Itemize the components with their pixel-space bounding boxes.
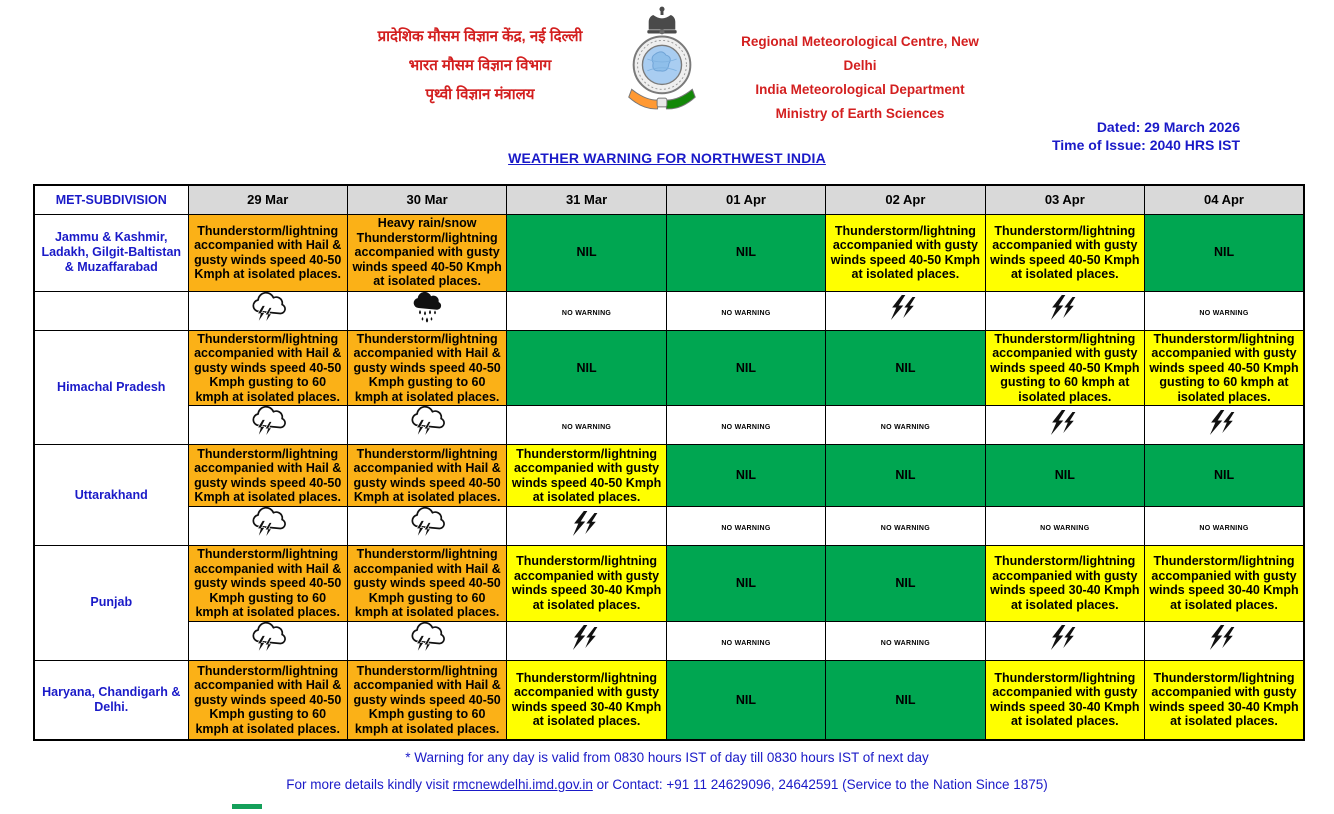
warning-icon-cell [507,406,666,445]
warning-cell: Thunderstorm/lightning accompanied with gusty winds speed 30-40 Kmph at isolated places. [1145,546,1304,622]
warning-cell: NIL [985,445,1144,507]
lightning-bolts-icon [568,510,606,538]
ashoka-emblem-icon [647,7,676,35]
warning-icon-cell [826,507,985,546]
no-warning-label: NO WARNING [561,424,612,431]
warning-cell: Thunderstorm/lightning accompanied with gusty winds speed 30-40 Kmph at isolated places. [985,660,1144,740]
date-header: 31 Mar [507,185,666,214]
validity-note: * Warning for any day is valid from 0830 hours IST of day till 0830 hours IST of next day [405,750,929,765]
warning-cell: Thunderstorm/lightning accompanied with gusty winds speed 40-50 Kmph at isolated places. [826,214,985,291]
warning-icon-cell [826,291,985,330]
warning-cell: Thunderstorm/lightning accompanied with Hail & gusty winds speed 40-50 Kmph at isolated places. [188,214,347,291]
thunderstorm-cloud-icon [407,507,447,540]
org-hindi-line1: प्रादेशिक मौसम विज्ञान केंद्र, नई दिल्ली [377,28,583,45]
warning-icon-cell [347,621,506,660]
warning-row-himachal-pradesh [34,330,1304,406]
warning-icon-cell [1145,507,1304,546]
icon-row-jammu-kashmir [34,291,1304,330]
region-blank-cell [34,291,188,330]
no-warning-label: NO WARNING [1199,309,1249,317]
warning-cell: NIL [826,660,985,740]
details-prefix: For more details kindly visit [286,777,453,792]
warning-icon-cell [985,621,1144,660]
warning-cell: Heavy rain/snow Thunderstorm/lightning accompanied with gusty winds speed 40-50 Kmph at isolated places. [347,214,506,291]
thunderstorm-cloud-icon [248,292,288,325]
lightning-bolts-icon [1046,624,1084,652]
imd-logo [618,4,706,114]
details-suffix: or Contact: +91 11 24629096, 24642591 (Service to the Nation Since 1875) [592,777,1048,792]
contact-details [0,777,1334,792]
warning-icon-cell [188,291,347,330]
date-header: 04 Apr [1145,185,1304,214]
warning-cell: Thunderstorm/lightning accompanied with gusty winds speed 30-40 Kmph at isolated places. [1145,660,1304,740]
warning-row-uttarakhand [34,445,1304,507]
time-of-issue-label: Time of Issue: 2040 HRS IST [1051,137,1240,153]
warning-icon-cell [188,406,347,445]
warning-cell: Thunderstorm/lightning accompanied with Hail & gusty winds speed 40-50 Kmph gusting to 60 kmph at isolated places. [188,546,347,622]
heavy-rain-cloud-icon [410,292,444,325]
warning-cell: NIL [826,330,985,406]
warning-icon-cell [985,406,1144,445]
warning-icon-cell [507,291,666,330]
warning-cell: NIL [666,546,825,622]
warning-cell: Thunderstorm/lightning accompanied with gusty winds speed 30-40 Kmph at isolated places. [507,546,666,622]
org-english-line2: India Meteorological Department [755,82,965,97]
green-mark [232,804,262,809]
warning-icon-cell [347,507,506,546]
warning-cell: Thunderstorm/lightning accompanied with gusty winds speed 40-50 Kmph at isolated places. [985,214,1144,291]
warning-cell: Thunderstorm/lightning accompanied with Hail & gusty winds speed 40-50 Kmph gusting to 60 kmph at isolated places. [188,330,347,406]
warning-cell: NIL [1145,214,1304,291]
warning-icon-cell [666,621,825,660]
lightning-bolts-icon [568,624,606,652]
warning-icon-cell [507,621,666,660]
warning-row-punjab [34,546,1304,622]
region-name: Uttarakhand [34,445,188,546]
warning-cell: Thunderstorm/lightning accompanied with gusty winds speed 40-50 Kmph gusting to 60 kmph at isolated places. [985,330,1144,406]
warning-icon-cell [826,406,985,445]
page-title: WEATHER WARNING FOR NORTHWEST INDIA [508,150,826,166]
warning-cell: NIL [1145,445,1304,507]
lightning-bolts-icon [1205,409,1243,437]
table-header-row [34,185,1304,214]
warning-icon-cell [1145,291,1304,330]
warning-cell: NIL [666,660,825,740]
no-warning-label: NO WARNING [1040,525,1090,532]
no-warning-label: NO WARNING [721,424,771,431]
region-name: Himachal Pradesh [34,330,188,445]
org-hindi-line2: भारत मौसम विज्ञान विभाग [408,57,552,74]
warning-cell: Thunderstorm/lightning accompanied with Hail & gusty winds speed 40-50 Kmph gusting to 60 kmph at isolated places. [347,546,506,622]
warning-cell: Thunderstorm/lightning accompanied with gusty winds speed 30-40 Kmph at isolated places. [985,546,1144,622]
org-hindi-line3: पृथ्वी विज्ञान मंत्रालय [425,86,535,103]
warning-cell: Thunderstorm/lightning accompanied with Hail & gusty winds speed 40-50 Kmph at isolated places. [347,445,506,507]
warning-icon-cell [1145,406,1304,445]
warning-table [33,184,1305,741]
thunderstorm-cloud-icon [248,507,288,540]
warning-row-haryana-chandigarh-delhi [34,660,1304,740]
no-warning-label: NO WARNING [721,309,771,317]
issue-info [1052,118,1240,154]
warning-cell: NIL [666,330,825,406]
region-name: Jammu & Kashmir, Ladakh, Gilgit-Baltistan & Muzaffarabad [34,214,188,291]
warning-cell: NIL [826,445,985,507]
warning-cell: NIL [826,546,985,622]
warning-icon-cell [985,291,1144,330]
no-warning-label: NO WARNING [1199,525,1249,532]
warning-cell: Thunderstorm/lightning accompanied with Hail & gusty winds speed 40-50 Kmph at isolated places. [188,445,347,507]
region-name: Haryana, Chandigarh & Delhi. [34,660,188,740]
warning-icon-cell [507,507,666,546]
org-name-hindi [340,22,620,109]
warning-icon-cell [347,291,506,330]
warning-cell: Thunderstorm/lightning accompanied with gusty winds speed 40-50 Kmph at isolated places. [507,445,666,507]
lightning-bolts-icon [1205,624,1243,652]
warning-icon-cell [985,507,1144,546]
warning-icon-cell [666,291,825,330]
thunderstorm-cloud-icon [407,406,447,439]
warning-row-jammu-kashmir [34,214,1304,291]
warning-cell: NIL [666,214,825,291]
warning-icon-cell [188,621,347,660]
met-subdivision-header: MET-SUBDIVISION [34,185,188,214]
date-header: 03 Apr [985,185,1144,214]
icon-row-himachal-pradesh [34,406,1304,445]
warning-icon-cell [347,406,506,445]
website-link[interactable]: rmcnewdelhi.imd.gov.in [452,777,593,792]
warning-icon-cell [188,507,347,546]
icon-row-uttarakhand [34,507,1304,546]
thunderstorm-cloud-icon [407,622,447,655]
warning-icon-cell [666,406,825,445]
no-warning-label: NO WARNING [721,639,771,647]
lightning-bolts-icon [886,294,924,322]
thunderstorm-cloud-icon [248,622,288,655]
warning-cell: Thunderstorm/lightning accompanied with gusty winds speed 40-50 Kmph gusting to 60 kmph at isolated places. [1145,330,1304,406]
no-warning-label: NO WARNING [880,639,931,647]
org-name-english [730,30,990,126]
no-warning-label: NO WARNING [721,525,771,532]
region-name: Punjab [34,546,188,661]
dated-label: Dated: 29 March 2026 [1096,119,1240,135]
date-header: 30 Mar [347,185,506,214]
warning-cell: Thunderstorm/lightning accompanied with Hail & gusty winds speed 40-50 Kmph gusting to 60 kmph at isolated places. [347,330,506,406]
icon-row-punjab [34,621,1304,660]
warning-cell: NIL [507,330,666,406]
date-header: 29 Mar [188,185,347,214]
date-header: 01 Apr [666,185,825,214]
org-english-line3: Ministry of Earth Sciences [775,106,945,121]
no-warning-label: NO WARNING [880,424,931,431]
warning-icon-cell [1145,621,1304,660]
org-english-line1: Regional Meteorological Centre, New Delhi [741,34,979,73]
warning-icon-cell [826,621,985,660]
lightning-bolts-icon [1046,409,1084,437]
lightning-bolts-icon [1046,294,1084,322]
no-warning-label: NO WARNING [880,525,931,532]
date-header: 02 Apr [826,185,985,214]
thunderstorm-cloud-icon [248,406,288,439]
warning-cell: Thunderstorm/lightning accompanied with Hail & gusty winds speed 40-50 Kmph gusting to 60 kmph at isolated places. [188,660,347,740]
warning-cell: Thunderstorm/lightning accompanied with Hail & gusty winds speed 40-50 Kmph gusting to 60 kmph at isolated places. [347,660,506,740]
warning-icon-cell [666,507,825,546]
warning-cell: Thunderstorm/lightning accompanied with gusty winds speed 30-40 Kmph at isolated places. [507,660,666,740]
warning-cell: NIL [507,214,666,291]
warning-cell: NIL [666,445,825,507]
no-warning-label: NO WARNING [561,309,612,317]
